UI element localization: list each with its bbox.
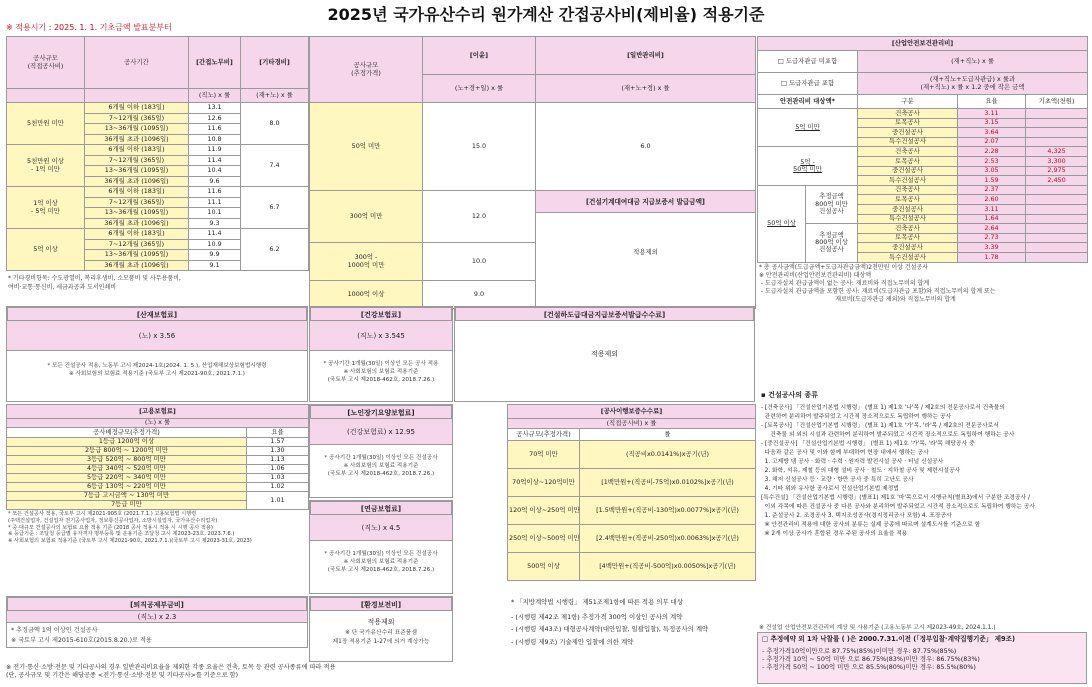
- health-formula: (직노) x 3.545: [310, 321, 452, 351]
- indirect-period-cell: 13~36개월 (1095일): [85, 166, 189, 177]
- indirect-labor-rate: 13.1: [189, 103, 241, 114]
- indirect-period-cell: 36개월 초과 (1096일): [85, 218, 189, 229]
- safety-col-rate: 요율: [958, 95, 1026, 109]
- safety-type-cell: 중건설공사: [858, 204, 958, 214]
- employment-rate-cell: 1.13: [247, 456, 309, 465]
- fee-rate-cell: [2.4백만원+(직공비-250억)x0.0063%]x공기(년): [580, 525, 756, 553]
- retire-note2: ※ 국토부 고시 제2015-610호(2015.8.20.)로 적용: [11, 637, 152, 644]
- indirect-period-cell: 7~12개월 (365일): [85, 155, 189, 166]
- safety-rate-cell: 1.64: [958, 214, 1026, 224]
- indirect-scale-cell: 5천만원 이상 - 1억 미만: [7, 145, 85, 187]
- safety-base-cell: [1026, 233, 1088, 243]
- safety-base-cell: [1026, 214, 1088, 224]
- safety-rate-cell: 1.78: [958, 252, 1026, 262]
- profit-rate-cell: 12.0: [423, 191, 536, 243]
- employment-col-scale: 공사배정규모(추정가격): [7, 428, 247, 438]
- indirect-period-cell: 36개월 초과 (1096일): [85, 260, 189, 271]
- fee-rate-cell: [1.5백만원+(직공비-130억)x0.0077%]x공기(년): [580, 497, 756, 525]
- safety-rate-cell: 3.15: [958, 118, 1026, 128]
- fee-formula: (직접공사비) x 률: [508, 419, 756, 429]
- safety-base-cell: [1026, 137, 1088, 147]
- pension-note1: * 공사기간 1개월(30일) 이상인 모든 건설공사: [324, 551, 438, 557]
- employment-notes: [6, 510, 308, 546]
- safety-base-cell: [1026, 252, 1088, 262]
- safety-note-line: - 도급자설치 관급금액이 없는 공사: 재료비와 직접노무비의 합계: [759, 279, 930, 287]
- retirement-aid: [6, 596, 308, 648]
- construction-kinds: [757, 388, 1087, 620]
- industrial-insurance: [6, 306, 308, 402]
- subcontract-guarantee: [454, 306, 755, 402]
- safety-opt2-label: □ 도급자관급 포함: [758, 73, 858, 95]
- rate-note-line: - 추정가격 10억 ~ 50억 미만 으로 86.75%(83%)미만 경우: 86.75%(83%): [762, 654, 980, 663]
- kinds-line: - [토목공사] 「건설산업기본법 시행령」 (별표 1) 제1호 '가'목, '라'목 / 제2호의 전문공사로서: [761, 423, 999, 430]
- kinds-line: - [건축공사] 「건설산업기본법 시행령」 (별표 1) 제1호 '나'목 / 제2호의 전문공사로서 건축물의: [761, 405, 1005, 412]
- health-note1: * 공사기간 1개월(30일) 이상인 모든 공사 적용: [323, 361, 439, 367]
- kinds-line: - [중건설공사] 「건설산업기본법 시행령」 (별표 1) 제1호 '가'목, '라'목 해당공사 중: [761, 441, 975, 448]
- safety-type-cell: 특수건설공사: [858, 176, 958, 186]
- health-insurance: [309, 306, 453, 402]
- profit-scale-cell: 300억 - 1000억 미만: [310, 243, 423, 281]
- safety-type-cell: 중건설공사: [858, 128, 958, 138]
- indirect-scale-cell: 5억 이상: [7, 229, 85, 271]
- industrial-note1: * 모든 건설공사 적용, 노동부 고시 제2024-1호(2024. 1. 5.), 산업재해보상보험법시행령: [47, 363, 267, 369]
- profit-rate-cell: 9.0: [423, 281, 536, 309]
- header-other-expense: [기타경비]: [241, 37, 309, 89]
- indirect-period-cell: 36개월 초과 (1096일): [85, 176, 189, 187]
- safety-type-cell: 건축공사: [858, 224, 958, 234]
- contract-note-items: [507, 609, 755, 650]
- safety-rate-cell: 2.60: [958, 195, 1026, 205]
- safety-base-cell: [1026, 243, 1088, 253]
- elderly-insurance: [309, 404, 453, 498]
- safety-rate-cell: 3.39: [958, 243, 1026, 253]
- bottom-note: ※ 전기·통신·소방·전문 및 기타공사의 경우 일반관리비요율을 제외한 각종 요율은 건축, 토목 등 관련 공사종류에 따라 적용 (단, 공사규모 및 기간은 해당공종 <전기·통신·소방·전문 및 기타공사>를 기준으로 함): [6, 664, 336, 680]
- elderly-formula: (건강보험료) x 12.95: [310, 419, 452, 445]
- fee-scale-cell: 250억 이상~500억 미만: [508, 525, 580, 553]
- fee-scale-cell: 120억 이상~250억 미만: [508, 497, 580, 525]
- employment-note-line: ※ 등급기준 : 조달청 등급별 유자격자 명부등록 및 운용기준 조달청 고시 제2023-23호, 2023.7.6.): [8, 531, 235, 538]
- safety-base-cell: 3,300: [1026, 156, 1088, 166]
- safety-type-cell: 건축공사: [858, 109, 958, 119]
- formula-general: (재+노+경) x 률: [536, 75, 756, 103]
- safety-col-target: 안전관리비 대상액*: [758, 95, 858, 109]
- indirect-labor-rate: 11.4: [189, 229, 241, 240]
- indirect-labor-rate: 9.3: [189, 218, 241, 229]
- safety-type-cell: 특수건설공사: [858, 214, 958, 224]
- header-profit-scale: 공사규모 (추정가격): [310, 37, 423, 103]
- safety-table: [757, 36, 1087, 306]
- safety-rate-cell: 2.53: [958, 156, 1026, 166]
- safety-type-cell: 토목공사: [858, 118, 958, 128]
- safety-target-cell: 5억 - 50억 미만: [758, 147, 858, 185]
- law-note: ※ 건설업 산업안전보건관리비 계상 및 사용기준 (고용노동부 고시 제2023-49호, 2024.1.1.): [759, 625, 996, 631]
- kinds-title: ▪ 건설공사의 종류: [761, 391, 818, 399]
- env-value: 적용제외: [367, 618, 395, 626]
- indirect-other-rate: 8.0: [241, 103, 309, 145]
- kinds-lines: [757, 402, 1087, 541]
- general-admin-rate: 6.0: [536, 103, 756, 191]
- safety-base-cell: [1026, 109, 1088, 119]
- indirect-footnote: * 기타경비항목: 수도광열비, 복리후생비, 소모품비 및 사무용품비, 여비·교통·통신비, 세금과공과 도서인쇄비: [8, 275, 181, 291]
- env-note2: 제1장 적용기준 1-27에 의거 계상가능: [332, 639, 430, 645]
- indirect-period-cell: 36개월 초과 (1096일): [85, 134, 189, 145]
- safety-type-cell: 토목공사: [858, 156, 958, 166]
- indirect-period-cell: 7~12개월 (365일): [85, 239, 189, 250]
- employment-col-rate: 요율: [247, 428, 309, 438]
- health-note3: (국토부 고시 제2018-462호, 2018.7.26.): [327, 377, 435, 383]
- header-general-admin: [일반관리비]: [536, 37, 756, 75]
- safety-type-cell: 특수건설공사: [858, 252, 958, 262]
- retire-header: [퇴직공제부금비]: [7, 597, 307, 611]
- indirect-labor-rate: 9.9: [189, 250, 241, 261]
- safety-rate-cell: 2.37: [958, 185, 1026, 195]
- indirect-labor-rate: 11.6: [189, 187, 241, 198]
- profit-rate-cell: 15.0: [423, 103, 536, 191]
- employment-rate-cell: 1.06: [247, 465, 309, 474]
- fee-rate-cell: [1백만원+(직공비-75억)x0.0102%]x공기(년): [580, 469, 756, 497]
- employment-rate-cell: 1.01: [247, 492, 309, 510]
- kinds-line: 1. 준설공사 2. 조경공사 3. 택지조성공사(경지정리공사 포함) 4. 포장공사: [761, 512, 952, 519]
- indirect-scale-cell: 1억 이상 - 5억 미만: [7, 187, 85, 229]
- indirect-labor-rate: 10.8: [189, 134, 241, 145]
- safety-sub-cell: 추정금액 800억 이상 건설공사: [806, 224, 858, 262]
- kinds-line: 다음과 같은 공사 및 이와 함께 부대하여 현장 내에서 행하는 공사: [761, 450, 929, 457]
- contract-note-item: - (시행령 제42조 제1항) 추정가격 300억 이상인 공사의 계약: [511, 613, 683, 622]
- employment-scale-cell: 4등급 340억 ~ 520억 미만: [7, 465, 247, 474]
- indirect-labor-rate: 10.4: [189, 166, 241, 177]
- safety-type-cell: 특수건설공사: [858, 137, 958, 147]
- profit-table: [309, 36, 755, 298]
- safety-type-cell: 토목공사: [858, 195, 958, 205]
- indirect-labor-rate: 11.1: [189, 197, 241, 208]
- industrial-header: [산재보험료]: [7, 307, 307, 321]
- machine-cell: [536, 191, 756, 309]
- indirect-labor-rate: 11.4: [189, 155, 241, 166]
- employment-insurance: [6, 404, 308, 594]
- safety-base-cell: [1026, 128, 1088, 138]
- employment-note-line: * 모든 건설공사 적용, 국토부 고시 제2021-905호 (2021.7.1.) 고용보험법 시행령: [8, 511, 197, 517]
- fee-scale-cell: 500억 이상: [508, 553, 580, 581]
- kinds-line: [특수건설] 「건설산업기본법 시행령」(별표1) 제1호 '마'목으로서 시행규칙(별표3)에서 구분한 조경공사 /: [761, 494, 1030, 501]
- safety-note-line: - 도급자설치 관급금액을 포함한 공사: 재료비(도급자관급 포함)와 직접노무비의 합계 또는: [759, 287, 996, 295]
- fee-scale-cell: 70억 미만: [508, 441, 580, 469]
- employment-scale-cell: 5등급 220억 ~ 340억 미만: [7, 474, 247, 483]
- rate-note-lines: [758, 647, 1086, 674]
- indirect-labor-rate: 11.9: [189, 145, 241, 156]
- contract-note-item: - (시행령 제43조) 대형공사계약(대안입찰, 일괄입찰), 특정공사의 계약: [511, 625, 709, 634]
- employment-scale-cell: 6등급 130억 ~ 220억 미만: [7, 483, 247, 492]
- kinds-line: 이외 각목에 따른 건설공사 중 다른 공사와 분리하여 발주되었고 시간적 장소적으로도 독립하여 행하는 공사: [761, 503, 1036, 510]
- header-profit: [이윤]: [423, 37, 536, 75]
- formula-profit: (노+경+일) x 률: [423, 75, 536, 103]
- safety-type-cell: 건축공사: [858, 185, 958, 195]
- kinds-line: 건축물 외 외의 시설과 관련하여 분리하여 발주되었고 시간적 장소적으로도 독립하여 행하는 공사: [761, 432, 1015, 439]
- indirect-period-cell: 13~36개월 (1095일): [85, 124, 189, 135]
- machine-value: 적용제외: [633, 248, 658, 256]
- indirect-labor-rate: 9.6: [189, 176, 241, 187]
- employment-scale-cell: 7등급 고시금액 ~ 130억 미만: [7, 492, 247, 501]
- employment-scale-cell: 3등급 520억 ~ 800억 미만: [7, 456, 247, 465]
- safety-rate-cell: 3.05: [958, 166, 1026, 176]
- employment-rate-cell: 1.30: [247, 447, 309, 456]
- safety-opt1-label: □ 도급자관급 미포함: [758, 51, 858, 73]
- safety-type-cell: 중건설공사: [858, 166, 958, 176]
- contract-note-title: * 「지방계약법 시행령」 제51조제1항에 따른 적용 의무 대상: [511, 598, 684, 606]
- indirect-period-cell: 7~12개월 (365일): [85, 113, 189, 124]
- fee-scale-cell: 70억이상~120억미만: [508, 469, 580, 497]
- safety-rate-cell: 3.64: [958, 128, 1026, 138]
- safety-rate-cell: 3.11: [958, 109, 1026, 119]
- fee-col-scale: 공사규모(추정가격): [508, 429, 580, 441]
- safety-rate-cell: 1.59: [958, 176, 1026, 186]
- indirect-labor-rate: 11.6: [189, 124, 241, 135]
- guarantee-header: [건설하도급대금지급보증서발급수수료]: [455, 307, 754, 321]
- rate-note: [757, 632, 1087, 684]
- safety-notes: [757, 263, 1087, 305]
- safety-col-type: 구분: [858, 95, 958, 109]
- elderly-note3: (국토부 고시 제2018-462호, 2018.7.26.): [327, 471, 435, 477]
- retire-formula: (직노) x 2.3: [7, 611, 307, 623]
- employment-header: [고용보험료]: [7, 405, 309, 419]
- rate-note-title: □ 추정예약 외 1차 낙찰률 ( )은 2000.7.31.이전 (「정부입찰·계약집행기준」 제9조): [762, 635, 1016, 643]
- env-header: [환경보전비]: [310, 597, 452, 611]
- safety-target-cell: 5억 미만: [758, 109, 858, 147]
- elderly-note2: ※ 사회보험의 보험료 적용기준: [343, 463, 419, 469]
- employment-scale-cell: 2등급 800억 ~ 1200억 미만: [7, 447, 247, 456]
- indirect-other-rate: 6.2: [241, 229, 309, 271]
- employment-formula: (노) x 률: [7, 419, 309, 428]
- safety-base-cell: 2,975: [1026, 166, 1088, 176]
- indirect-labor-rate: 9.1: [189, 260, 241, 271]
- safety-base-cell: [1026, 224, 1088, 234]
- safety-note-line: 재료비(도급자관급 제외)와 직접노무비의 합계: [759, 295, 956, 303]
- safety-base-cell: 4,325: [1026, 147, 1088, 157]
- employment-rate-cell: 1.03: [247, 474, 309, 483]
- safety-base-cell: [1026, 195, 1088, 205]
- elderly-note1: * 공사기간 1개월(30일) 이상인 모든 건설공사: [324, 455, 438, 461]
- formula-other: (재+노) x 률: [241, 89, 309, 103]
- safety-base-cell: [1026, 204, 1088, 214]
- safety-type-cell: 중건설공사: [858, 243, 958, 253]
- safety-type-cell: 토목공사: [858, 233, 958, 243]
- safety-rate-cell: 3.11: [958, 204, 1026, 214]
- header-indirect-labor: [간접노무비]: [189, 37, 241, 89]
- profit-rate-cell: 10.0: [423, 243, 536, 281]
- industrial-formula: (노) x 3.56: [7, 321, 307, 351]
- safety-opt2-formula: (재+직노+도급자관급) x 률과 (재+직노) x 률 x 1.2 중에 작은 금액: [858, 73, 1088, 95]
- indirect-labor-rate: 10.9: [189, 239, 241, 250]
- fee-rate-cell: (직공비x0.0141%)x공기(년): [580, 441, 756, 469]
- safety-header: [산업안전보건관리비]: [758, 37, 1088, 51]
- indirect-period-cell: 6개월 이하 (183일): [85, 103, 189, 114]
- safety-opt1-formula: (재+직노) x 률: [858, 51, 1088, 73]
- safety-sub-cell: 추정금액 800억 미만 건설공사: [806, 185, 858, 223]
- header-scale: 공사규모 (직접공사비): [7, 37, 85, 89]
- pension-insurance: [309, 500, 453, 594]
- employment-scale-cell: 1등급 1200억 이상: [7, 438, 247, 447]
- indirect-period-cell: 6개월 이하 (183일): [85, 187, 189, 198]
- env-note1: ※ 단 국가유산수리 표준품셈: [345, 630, 417, 636]
- profit-scale-cell: 1000억 이상: [310, 281, 423, 309]
- pension-note3: (국토부 고시 제2018-462호, 2018.7.26.): [327, 567, 435, 573]
- pension-note2: ※ 사회보험의 보험료 적용기준: [343, 559, 419, 565]
- indirect-period-cell: 6개월 이하 (183일): [85, 145, 189, 156]
- safety-type-cell: 건축공사: [858, 147, 958, 157]
- indirect-period-cell: 6개월 이하 (183일): [85, 229, 189, 240]
- health-header: [건강보험료]: [310, 307, 452, 321]
- employment-note-line: (주택건설업자, 건설업자 전기공사업자, 정보통신공사업자, 소방시설업자, 국가유산수리업자): [8, 517, 218, 524]
- kinds-line: 4. 기타 위와 유사한 공사로서 건설산업기본법 제정법: [761, 486, 899, 492]
- safety-big-target: 50억 이상: [758, 185, 806, 262]
- kinds-line: 1. 고제방 댐 공사 · 화력 · 수력 · 원자력 발전시설 공사 · 터널 신설공사: [761, 459, 944, 466]
- machine-header: [건설기계대여대금 지급보증서 발급금액]: [536, 191, 755, 213]
- rate-note-line: - 추정가격 50억 ~ 100억 미만 으로 85.5%(80%)미만 경우: 85.5%(80%): [762, 663, 976, 672]
- safety-rate-cell: 2.64: [958, 224, 1026, 234]
- employment-rate-cell: 1.57: [247, 438, 309, 447]
- safety-col-base: 기초액(천원): [1026, 95, 1088, 109]
- industrial-note2: ※ 사회보험의 보험료 적용기준 (국토부 고시 제2021-90호, 2021.7.1.): [68, 371, 245, 377]
- kinds-line: ※ 안전관리비 적용에 대한 공사의 분류는 실제 공종에 따르며 설계도서를 기준으로 함: [761, 521, 981, 528]
- indirect-scale-cell: 5천만원 미만: [7, 103, 85, 145]
- indirect-other-rate: 6.7: [241, 187, 309, 229]
- kinds-line: 관련하여 분리하여 발주되었고 시간적 장소적으로도 독립하여 행하는 공사: [761, 414, 952, 421]
- performance-fee: [507, 404, 755, 594]
- guarantee-value: 적용제외: [590, 350, 619, 358]
- page-title: 2025년 국가유산수리 원가계산 간접공사비(제비율) 적용기준: [327, 5, 765, 24]
- indirect-period-cell: 13~36개월 (1095일): [85, 208, 189, 219]
- safety-note-line: ※ 안전관리비(산업안전보건관리비) 대상액: [759, 271, 872, 279]
- fee-rate-cell: [4백만원+(직공비-500억)x0.0050%]x공기(년): [580, 553, 756, 581]
- indirect-labor-rate: 12.6: [189, 113, 241, 124]
- safety-base-cell: 2,450: [1026, 176, 1088, 186]
- safety-note-line: * 총 공사금액(도급금액+도급자관급금액)2천만원 이상 건설공사: [759, 263, 929, 271]
- pension-header: [연금보험료]: [310, 501, 452, 515]
- safety-rate-cell: 2.28: [958, 147, 1026, 157]
- rate-note-line: - 추정가격10억이만으로 87.75%(85%)이미만 경우: 87.75%(85%): [762, 646, 957, 655]
- apply-note: ※ 적용시기 : 2025. 1. 1. 기초금액 발표분부터: [6, 23, 172, 32]
- employment-rate-cell: 1.02: [247, 483, 309, 492]
- indirect-period-cell: 13~36개월 (1095일): [85, 250, 189, 261]
- indirect-period-cell: 7~12개월 (365일): [85, 197, 189, 208]
- retire-note1: * 추정금액 1억 이상인 건설공사: [11, 627, 98, 634]
- safety-base-cell: [1026, 185, 1088, 195]
- fee-header: [공사이행보증수수료]: [508, 405, 756, 419]
- contract-note-item: - (시행령 제9조) 기술제안 입찰에 의한 계약: [511, 637, 634, 646]
- elderly-header: [노인장기요양보험료]: [310, 405, 452, 419]
- profit-scale-cell: 300억 미만: [310, 191, 423, 243]
- contract-note: [507, 596, 755, 682]
- fee-col-rate: 률: [580, 429, 756, 441]
- health-note2: ※ 사회보험의 보험료 적용기준: [343, 369, 419, 375]
- kinds-line: 2. 화학, 석유, 제철 등의 대형 설비 공사 · 철도 · 지하철 공사 및 제련시설공사: [761, 468, 961, 475]
- employment-note-line: ※ 사회보험의 보험료 적용기준 (국토부 고시 제2021-90호, 2021.7.1.)(국토부 고시 제2023-31호, 2023): [8, 538, 252, 544]
- safety-rate-cell: 2.73: [958, 233, 1026, 243]
- employment-scale-cell: 7등급 미만: [7, 501, 247, 510]
- formula-labor: (직노) x 률: [189, 89, 241, 103]
- indirect-labor-rate: 10.1: [189, 208, 241, 219]
- pension-formula: (직노) x 4.5: [310, 515, 452, 541]
- safety-base-cell: [1026, 118, 1088, 128]
- indirect-cost-table: [6, 36, 308, 291]
- profit-scale-cell: 50억 미만: [310, 103, 423, 191]
- environment-cost: [309, 596, 453, 662]
- safety-rate-cell: 2.07: [958, 137, 1026, 147]
- employment-note-line: * 중·대규모 건설공사의 보험료 요율 적용 기준 (2018 공사 적용시 적용 시 시행 공사 적용): [8, 524, 213, 531]
- header-period: 공사기간: [85, 37, 189, 89]
- kinds-line: 3. 해저 신설공사 등 · 교량 · 항만 공사 중 특히 고난도 공사: [761, 477, 914, 484]
- kinds-line: ※ 2개 이상 공사가 혼합된 경우 주된 공사의 요율을 적용: [761, 530, 908, 537]
- indirect-other-rate: 7.4: [241, 145, 309, 187]
